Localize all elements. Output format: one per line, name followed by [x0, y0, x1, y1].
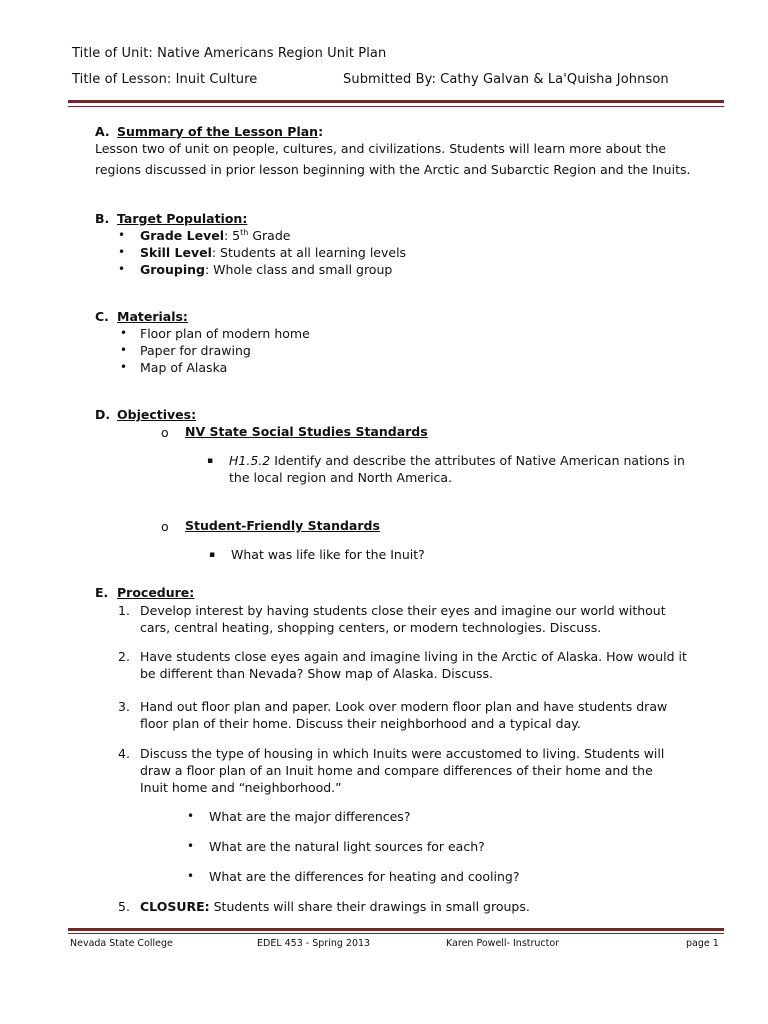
section-a-heading: [117, 123, 323, 140]
skill-level-label: Skill Level: [140, 245, 212, 260]
grade-level-sup: th: [240, 227, 249, 237]
step-number: 2.: [118, 649, 130, 664]
section-d-title: Objectives:: [117, 407, 197, 422]
question-item: What are the natural light sources for each?: [209, 839, 485, 854]
closure-step: [140, 898, 530, 915]
step-3-line-2: floor plan of their home. Discuss their neighborhood and a typical day.: [140, 716, 581, 731]
step-2-line-2: be different than Nevada? Show map of Alaska. Discuss.: [140, 666, 494, 681]
square-bullet: ▪: [209, 550, 216, 560]
question-item: What are the major differences?: [209, 809, 411, 824]
step-4-line-2: draw a floor plan of an Inuit home and compare differences of their home and the: [140, 763, 653, 778]
footer-page-number: page 1: [686, 938, 719, 949]
bullet-dot: •: [118, 245, 126, 259]
bullet-dot: •: [120, 326, 128, 340]
section-c-title: Materials:: [117, 309, 188, 324]
step-4-line-3: Inuit home and “neighborhood.”: [140, 780, 342, 795]
section-b-letter: B.: [95, 211, 110, 226]
bullet-dot: •: [187, 869, 195, 883]
grade-level-item: [140, 227, 290, 244]
grade-level-suffix: Grade: [248, 228, 291, 243]
step-number: 4.: [118, 746, 130, 761]
header-rule-thin: [68, 106, 724, 107]
footer-instructor: Karen Powell- Instructor: [446, 938, 560, 949]
square-bullet: ▪: [207, 456, 214, 466]
submitted-by: Submitted By: Cathy Galvan & La'Quisha Johnson: [343, 72, 669, 87]
section-d-letter: D.: [95, 407, 111, 422]
material-item: Paper for drawing: [140, 343, 251, 358]
closure-label: CLOSURE:: [140, 899, 210, 914]
nv-standards-title: NV State Social Studies Standards: [185, 424, 428, 439]
section-e-letter: E.: [95, 585, 109, 600]
grade-level-value: : 5: [224, 228, 241, 243]
step-number: 5.: [118, 899, 130, 914]
bullet-dot: •: [120, 360, 128, 374]
question-item: What are the differences for heating and cooling?: [209, 869, 520, 884]
step-number: 1.: [118, 603, 130, 618]
closure-text: Students will share their drawings in small groups.: [209, 899, 530, 914]
section-b-title: Target Population:: [117, 211, 248, 226]
skill-level-item: [140, 244, 406, 261]
material-item: Floor plan of modern home: [140, 326, 310, 341]
material-item: Map of Alaska: [140, 360, 228, 375]
bullet-dot: •: [118, 262, 126, 276]
bullet-dot: •: [120, 343, 128, 357]
step-number: 3.: [118, 699, 130, 714]
step-1-line-1: Develop interest by having students close their eyes and imagine our world without: [140, 603, 666, 618]
footer-college: Nevada State College: [70, 938, 173, 949]
standard-text: Identify and describe the attributes of Native American nations in: [270, 453, 685, 468]
grouping-item: [140, 261, 392, 278]
summary-line-2: regions discussed in prior lesson beginning with the Arctic and Subarctic Region and the Inuits.: [95, 162, 691, 177]
standard-line-1: [229, 452, 685, 469]
student-standard-text: What was life like for the Inuit?: [231, 547, 425, 562]
step-3-line-1: Hand out floor plan and paper. Look over modern floor plan and have students draw: [140, 699, 668, 714]
section-e-title: Procedure:: [117, 585, 195, 600]
summary-line-1: Lesson two of unit on people, cultures, and civilizations. Students will learn more about the: [95, 141, 667, 156]
footer-rule-thin: [68, 933, 724, 934]
unit-title: Title of Unit: Native Americans Region Unit Plan: [72, 46, 387, 61]
step-4-line-1: Discuss the type of housing in which Inuits were accustomed to living. Students will: [140, 746, 665, 761]
footer-rule-thick: [68, 928, 724, 931]
sub-marker: o: [161, 425, 169, 440]
section-c-letter: C.: [95, 309, 109, 324]
bullet-dot: •: [118, 228, 126, 242]
section-a-colon: :: [318, 124, 324, 139]
student-standards-title: Student-Friendly Standards: [185, 518, 380, 533]
skill-level-value: : Students at all learning levels: [211, 245, 407, 260]
footer-course: EDEL 453 - Spring 2013: [257, 938, 371, 949]
section-a-letter: A.: [95, 124, 110, 139]
grouping-value: : Whole class and small group: [205, 262, 393, 277]
standard-code: H1.5.2: [229, 453, 271, 468]
step-2-line-1: Have students close eyes again and imagine living in the Arctic of Alaska. How would it: [140, 649, 687, 664]
grouping-label: Grouping: [140, 262, 205, 277]
section-a-title: Summary of the Lesson Plan: [117, 124, 319, 139]
bullet-dot: •: [187, 839, 195, 853]
lesson-title: Title of Lesson: Inuit Culture: [72, 72, 258, 87]
standard-line-2: the local region and North America.: [229, 470, 453, 485]
step-1-line-2: cars, central heating, shopping centers, or modern technologies. Discuss.: [140, 620, 602, 635]
bullet-dot: •: [187, 809, 195, 823]
grade-level-label: Grade Level: [140, 228, 224, 243]
header-rule-thick: [68, 100, 724, 103]
sub-marker: o: [161, 519, 169, 534]
